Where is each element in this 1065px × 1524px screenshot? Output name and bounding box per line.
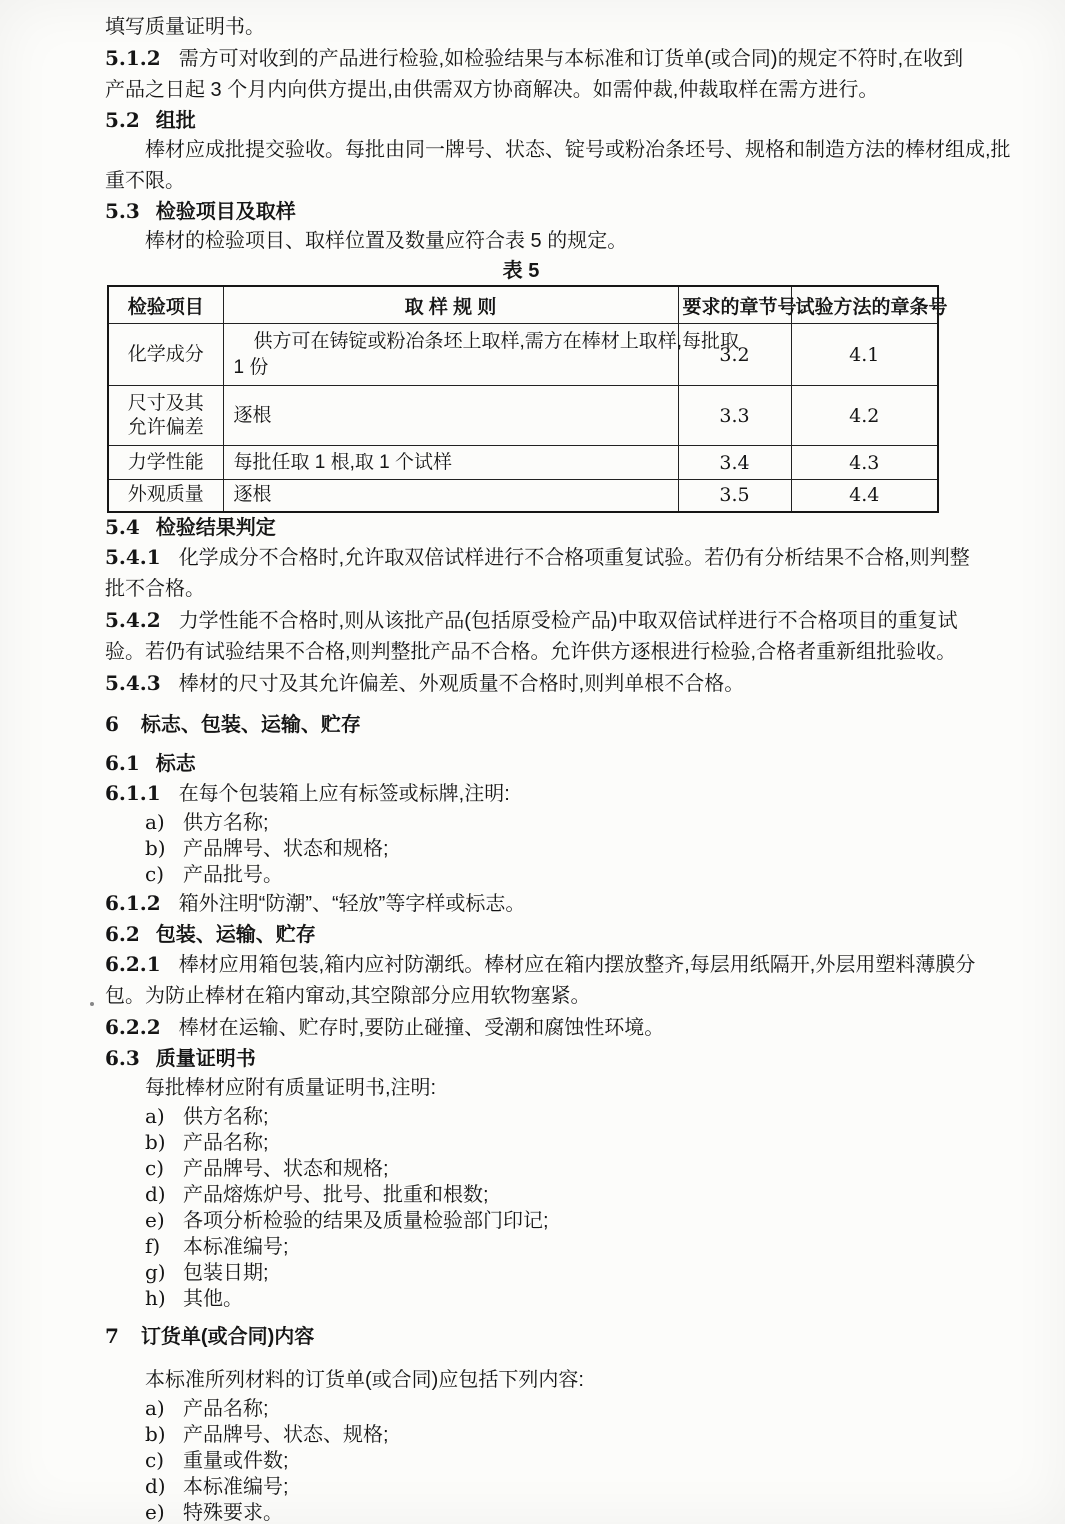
inspection-item-cell	[108, 446, 223, 480]
text-line	[105, 888, 958, 920]
section-number: 6.2	[105, 921, 140, 946]
list-item-c	[105, 1448, 958, 1474]
test-method-clause-cell: 4.1	[791, 324, 938, 386]
table-row	[108, 446, 938, 480]
list-text: 产品牌号、状态、规格;	[183, 1423, 389, 1446]
text-line: 产品之日起 3 个月内向供方提出,由供需双方协商解决。如需仲裁,仲裁取样在需方进行。	[105, 79, 879, 101]
list-marker: a)	[145, 1103, 165, 1128]
table-row	[108, 324, 938, 386]
heading-6-3	[105, 1044, 958, 1073]
section-title: 检验结果判定	[155, 516, 276, 539]
text-line: 本标准所列材料的订货单(或合同)应包括下列内容:	[145, 1368, 584, 1391]
list-marker: b)	[145, 1129, 166, 1154]
clause-text: 化学成分不合格时,允许取双倍试样进行不合格项重复试验。若仍有分析结果不合格,则判整	[178, 546, 970, 569]
chapter-6	[105, 710, 958, 739]
clause-text: 棒材应用箱包装,箱内应衬防潮纸。棒材应在箱内摆放整齐,每层用纸隔开,外层用塑料薄膜分	[178, 953, 976, 976]
list-text: 产品牌号、状态和规格;	[183, 1157, 389, 1180]
list-item-e	[105, 1500, 958, 1524]
section-title: 订货单(或合同)内容	[140, 1325, 315, 1348]
list-text: 产品牌号、状态和规格;	[183, 837, 389, 860]
clause-number: 6.2.2	[105, 1014, 161, 1039]
list-item-g	[105, 1260, 958, 1286]
test-method-clause-cell: 4.2	[791, 386, 938, 446]
clause-5-4-1	[105, 542, 970, 605]
list-item-e	[105, 1208, 958, 1234]
text-line: 棒材应成批提交验收。每批由同一牌号、状态、锭号或粉冶条坯号、规格和制造方法的棒材组成,批	[145, 139, 1011, 161]
table-header-cell: 试验方法的章条号	[791, 286, 938, 324]
section-title: 检验项目及取样	[155, 201, 296, 223]
list-text: 产品名称;	[183, 1131, 269, 1154]
list-marker: a)	[145, 809, 165, 834]
clause-number: 6.2.1	[105, 951, 161, 976]
item-line: 尺寸及其	[127, 392, 204, 414]
text-line: 包。为防止棒材在箱内窜动,其空隙部分应用软物塞紧。	[105, 984, 591, 1007]
table-header-row	[108, 286, 938, 324]
clause-5-4-2	[105, 605, 958, 668]
text-line	[105, 43, 964, 75]
list-text: 本标准编号;	[183, 1235, 289, 1258]
section-number: 5.3	[105, 199, 140, 223]
paragraph-33	[105, 1365, 958, 1396]
list-text: 产品名称;	[183, 1397, 269, 1420]
rule-line: 供方可在铸锭或粉冶条坯上取样,需方在棒材上取样,每批取	[253, 330, 740, 352]
table-header-cell: 检验项目	[108, 286, 223, 324]
section-number: 6	[105, 711, 119, 736]
list-item-h	[105, 1286, 958, 1312]
clause-text: 棒材的尺寸及其允许偏差、外观质量不合格时,则判单根不合格。	[178, 672, 745, 695]
paragraph-continuation	[105, 12, 958, 43]
text-line	[105, 778, 958, 810]
item-line: 外观质量	[127, 484, 204, 506]
list-text: 各项分析检验的结果及质量检验部门印记;	[183, 1209, 549, 1232]
list-text: 特殊要求。	[183, 1501, 283, 1524]
list-marker: f)	[145, 1233, 161, 1258]
list-text: 供方名称;	[183, 811, 269, 834]
text-line	[105, 1012, 958, 1044]
list-marker: c)	[145, 861, 165, 886]
clause-6-1-1	[105, 778, 958, 810]
heading-5-2	[105, 106, 958, 135]
section-title: 标志	[155, 752, 196, 775]
list-text: 包装日期;	[183, 1261, 269, 1284]
inspection-item-cell	[108, 480, 223, 512]
item-line: 允许偏差	[127, 416, 204, 438]
text-line	[105, 542, 970, 574]
clause-5-1-2	[105, 43, 964, 106]
section-title: 标志、包装、运输、贮存	[140, 713, 361, 736]
list-marker: d)	[145, 1473, 166, 1498]
list-marker: b)	[145, 1421, 166, 1446]
item-line: 力学性能	[127, 451, 204, 473]
text-line: 批不合格。	[105, 577, 205, 600]
item-line: 化学成分	[127, 343, 204, 365]
list-item-b	[105, 1422, 958, 1448]
section-number: 6.1	[105, 750, 140, 775]
list-text: 产品批号。	[183, 863, 283, 886]
heading-5-3	[105, 197, 958, 226]
clause-number: 5.4.2	[105, 607, 161, 632]
list-text: 其他。	[183, 1287, 243, 1310]
rule-line: 逐根	[233, 484, 272, 506]
rule-line: 逐根	[233, 404, 272, 426]
clause-number: 5.1.2	[105, 46, 161, 70]
text-line	[105, 668, 958, 700]
table-row	[108, 386, 938, 446]
clause-text: 箱外注明“防潮”、“轻放”等字样或标志。	[178, 892, 526, 915]
table-body	[108, 324, 938, 512]
table-header-cell: 取 样 规 则	[223, 286, 678, 324]
table-caption: 表 5	[502, 260, 540, 282]
text-line: 每批棒材应附有质量证明书,注明:	[145, 1076, 437, 1099]
scan-speck	[90, 1002, 94, 1006]
requirement-clause-cell: 3.2	[678, 324, 791, 386]
sampling-rule-cell	[223, 386, 678, 446]
clause-6-2-2	[105, 1012, 958, 1044]
clause-text: 棒材在运输、贮存时,要防止碰撞、受潮和腐蚀性环境。	[178, 1016, 665, 1039]
list-marker: h)	[145, 1285, 166, 1310]
test-method-clause-cell: 4.3	[791, 446, 938, 480]
list-item-c	[105, 1156, 958, 1182]
text-line: 验。若仍有试验结果不合格,则判整批产品不合格。允许供方逐根进行检验,合格者重新组批验收。	[105, 640, 957, 663]
text-line	[105, 949, 976, 981]
section-title: 质量证明书	[155, 1047, 256, 1070]
requirement-clause-cell: 3.4	[678, 446, 791, 480]
clause-text: 需方可对收到的产品进行检验,如检验结果与本标准和订货单(或合同)的规定不符时,在收到	[178, 48, 964, 70]
list-item-b	[105, 1130, 958, 1156]
rule-line: 1 份	[233, 356, 269, 378]
list-text: 供方名称;	[183, 1105, 269, 1128]
text-line	[105, 605, 958, 637]
rule-line: 每批任取 1 根,取 1 个试样	[233, 451, 453, 473]
text-line: 棒材的检验项目、取样位置及数量应符合表 5 的规定。	[145, 230, 628, 252]
table-header-cell: 要求的章节号	[678, 286, 791, 324]
clause-number: 6.1.2	[105, 890, 161, 915]
list-marker: g)	[145, 1259, 166, 1284]
table-head	[108, 286, 948, 324]
clause-number: 6.1.1	[105, 780, 161, 805]
list-text: 重量或件数;	[183, 1449, 289, 1472]
list-item-a	[105, 810, 958, 836]
clause-6-2-1	[105, 949, 976, 1012]
list-marker: c)	[145, 1447, 165, 1472]
list-marker: b)	[145, 835, 166, 860]
heading-5-4	[105, 513, 958, 542]
inspection-item-cell	[108, 386, 223, 446]
list-item-a	[105, 1104, 958, 1130]
list-item-b	[105, 836, 958, 862]
test-method-clause-cell: 4.4	[791, 480, 938, 512]
section-number: 5.2	[105, 108, 140, 132]
table-5	[107, 285, 948, 513]
table-row	[108, 480, 938, 512]
list-text: 产品熔炼炉号、批号、批重和根数;	[183, 1183, 489, 1206]
clause-number: 5.4.1	[105, 544, 161, 569]
list-text: 本标准编号;	[183, 1475, 289, 1498]
clause-5-4-3	[105, 668, 958, 700]
paragraph-3	[105, 135, 1011, 197]
inspection-item-cell	[108, 324, 223, 386]
section-title: 组批	[155, 110, 196, 132]
paragraph-5	[105, 226, 958, 257]
list-item-f	[105, 1234, 958, 1260]
list-marker: a)	[145, 1395, 165, 1420]
list-item-a	[105, 1396, 958, 1422]
section-number: 5.4	[105, 514, 140, 539]
section-title: 包装、运输、贮存	[155, 923, 316, 946]
clause-text: 力学性能不合格时,则从该批产品(包括原受检产品)中取双倍试样进行不合格项目的重复试	[178, 609, 958, 632]
list-item-d	[105, 1474, 958, 1500]
clause-6-1-2	[105, 888, 958, 920]
list-marker: c)	[145, 1155, 165, 1180]
clause-number: 5.4.3	[105, 670, 161, 695]
list-item-c	[105, 862, 958, 888]
section-number: 7	[105, 1323, 119, 1348]
text-line: 填写质量证明书。	[105, 16, 265, 38]
paragraph-23	[105, 1073, 958, 1104]
requirement-clause-cell: 3.5	[678, 480, 791, 512]
text-line: 重不限。	[105, 170, 185, 192]
list-marker: e)	[145, 1207, 165, 1232]
requirement-clause-cell: 3.3	[678, 386, 791, 446]
clause-text: 在每个包装箱上应有标签或标牌,注明:	[178, 782, 510, 805]
sampling-rule-cell	[223, 446, 678, 480]
chapter-7	[105, 1322, 958, 1351]
sampling-rule-cell	[223, 480, 678, 512]
heading-6-2	[105, 920, 958, 949]
list-marker: e)	[145, 1499, 165, 1524]
list-marker: d)	[145, 1181, 166, 1206]
list-item-d	[105, 1182, 958, 1208]
section-number: 6.3	[105, 1045, 140, 1070]
heading-6-1	[105, 749, 958, 778]
